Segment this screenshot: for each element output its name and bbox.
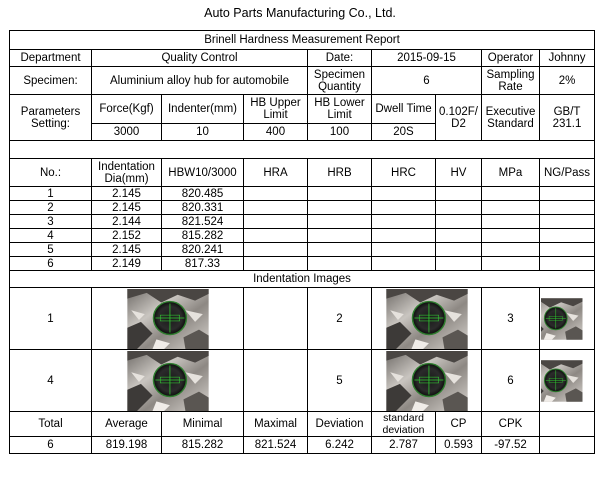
- summary-header: standard deviation: [372, 412, 436, 437]
- indentation-image-2: [372, 288, 482, 350]
- row-hbw: 820.331: [162, 201, 244, 215]
- param-value: 20S: [372, 124, 436, 141]
- results-header: No.:: [10, 159, 92, 187]
- summary-minimal: 815.282: [162, 437, 244, 454]
- indentation-image-6: [540, 350, 595, 412]
- row-dia: 2.145: [92, 201, 162, 215]
- param-header: Dwell Time: [372, 95, 436, 124]
- indentation-image-3: [540, 288, 595, 350]
- results-header: HV: [436, 159, 482, 187]
- images-title: Indentation Images: [10, 271, 595, 288]
- row-dia: 2.145: [92, 187, 162, 201]
- summary-header: Total: [10, 412, 92, 437]
- results-header: HBW10/3000: [162, 159, 244, 187]
- summary-header: CP: [436, 412, 482, 437]
- summary-empty: [540, 437, 595, 454]
- summary-cp: 0.593: [436, 437, 482, 454]
- row-no: 1: [10, 187, 92, 201]
- summary-header: Average: [92, 412, 162, 437]
- table-row: [10, 201, 595, 215]
- indentation-image-1: [92, 288, 244, 350]
- image-label: 4: [10, 350, 92, 412]
- spacer-row: [10, 141, 595, 159]
- param-header: 0.102F/ D2: [436, 95, 482, 141]
- summary-header: Deviation: [308, 412, 372, 437]
- param-value: 400: [244, 124, 308, 141]
- report-table: [9, 30, 595, 454]
- summary-average: 819.198: [92, 437, 162, 454]
- row-dia: 2.152: [92, 229, 162, 243]
- results-header: HRB: [308, 159, 372, 187]
- operator-label: Operator: [482, 50, 540, 67]
- param-header: GB/T 231.1: [540, 95, 595, 141]
- results-header: NG/Pass: [540, 159, 595, 187]
- quantity-value: 6: [372, 67, 482, 95]
- indentation-image-5: [372, 350, 482, 412]
- param-header: HB Upper Limit: [244, 95, 308, 124]
- row-dia: 2.149: [92, 257, 162, 271]
- param-value: 100: [308, 124, 372, 141]
- row-no: 5: [10, 243, 92, 257]
- row-no: 3: [10, 215, 92, 229]
- specimen-label: Specimen:: [10, 67, 92, 95]
- image-empty: [244, 350, 308, 412]
- department-value: Quality Control: [92, 50, 308, 67]
- summary-header: Minimal: [162, 412, 244, 437]
- summary-cpk: -97.52: [482, 437, 540, 454]
- image-label: 3: [482, 288, 540, 350]
- row-hbw: 815.282: [162, 229, 244, 243]
- company-name: Auto Parts Manufacturing Co., Ltd.: [204, 6, 396, 20]
- table-row: [10, 243, 595, 257]
- row-no: 4: [10, 229, 92, 243]
- param-header: HB Lower Limit: [308, 95, 372, 124]
- image-empty: [244, 288, 308, 350]
- row-hbw: 820.241: [162, 243, 244, 257]
- row-hbw: 817.33: [162, 257, 244, 271]
- sampling-value: 2%: [540, 67, 595, 95]
- summary-deviation: 6.242: [308, 437, 372, 454]
- table-row: [10, 187, 595, 201]
- image-label: 1: [10, 288, 92, 350]
- param-header: Indenter(mm): [162, 95, 244, 124]
- row-dia: 2.145: [92, 243, 162, 257]
- row-no: 6: [10, 257, 92, 271]
- row-dia: 2.144: [92, 215, 162, 229]
- results-header: HRC: [372, 159, 436, 187]
- row-hbw: 821.524: [162, 215, 244, 229]
- param-value: 3000: [92, 124, 162, 141]
- indentation-image-4: [92, 350, 244, 412]
- summary-maximal: 821.524: [244, 437, 308, 454]
- image-label: 5: [308, 350, 372, 412]
- parameters-label: Parameters Setting:: [10, 95, 92, 141]
- table-row: [10, 229, 595, 243]
- summary-std-deviation: 2.787: [372, 437, 436, 454]
- summary-header: Maximal: [244, 412, 308, 437]
- department-label: Department: [10, 50, 92, 67]
- summary-total: 6: [10, 437, 92, 454]
- row-no: 2: [10, 201, 92, 215]
- results-header: Indentation Dia(mm): [92, 159, 162, 187]
- image-label: 6: [482, 350, 540, 412]
- report-title: Brinell Hardness Measurement Report: [10, 31, 595, 50]
- table-row: [10, 257, 595, 271]
- sampling-label: Sampling Rate: [482, 67, 540, 95]
- param-header: Executive Standard: [482, 95, 540, 141]
- table-row: [10, 215, 595, 229]
- summary-header: CPK: [482, 412, 540, 437]
- summary-empty: [540, 412, 595, 437]
- specimen-value: Aluminium alloy hub for automobile: [92, 67, 308, 95]
- param-value: 10: [162, 124, 244, 141]
- results-header: HRA: [244, 159, 308, 187]
- param-header: Force(Kgf): [92, 95, 162, 124]
- image-label: 2: [308, 288, 372, 350]
- date-label: Date:: [308, 50, 372, 67]
- operator-value: Johnny: [540, 50, 595, 67]
- quantity-label: Specimen Quantity: [308, 67, 372, 95]
- row-hbw: 820.485: [162, 187, 244, 201]
- date-value: 2015-09-15: [372, 50, 482, 67]
- results-header: MPa: [482, 159, 540, 187]
